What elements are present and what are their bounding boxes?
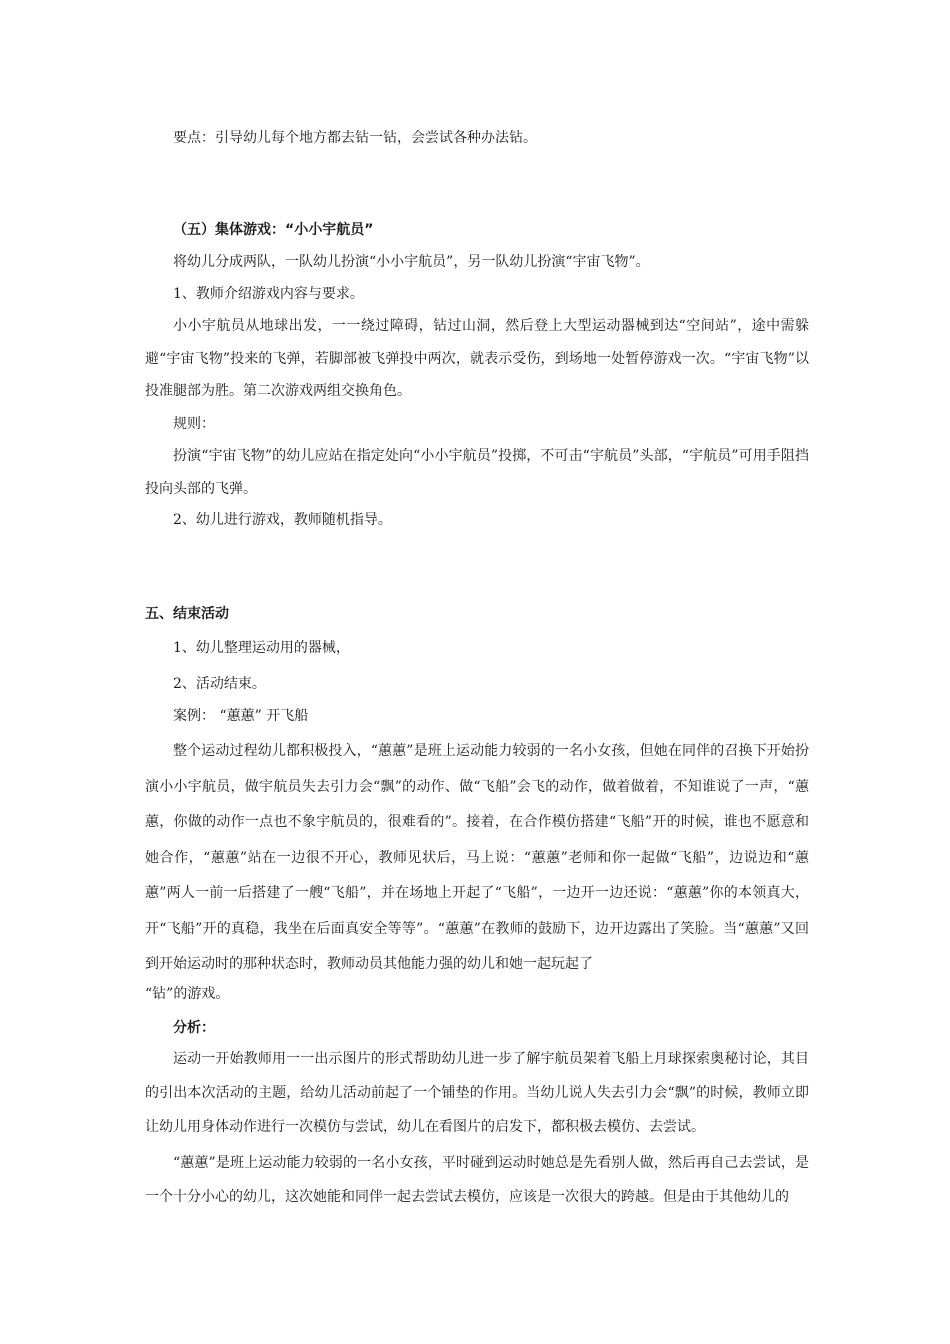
analysis-paragraph-2: “蕙蕙”是班上运动能力较弱的一名小女孩，平时碰到运动时她总是先看别人做，然后再自己去尝试，是一个十分小心的幼儿，这次她能和同伴一起去尝试去模仿，应该是一次很大的跨越。但是由于其他幼儿的 bbox=[145, 1155, 809, 1205]
game-intro: 将幼儿分成两队，一队幼儿扮演“小小宇航员”，另一队幼儿扮演“宇宙飞物”。 bbox=[173, 254, 650, 270]
rules-text: 扮演“宇宙飞物”的幼儿应站在指定处向“小小宇航员”投掷，不可击“宇航员”头部，“宇航员”可用手阻挡投向头部的飞弹。 bbox=[145, 448, 809, 497]
analysis-paragraph-1: 运动一开始教师用一一出示图片的形式帮助幼儿进一步了解宇航员架着飞船上月球探索奥秘讨论，其目的引出本次活动的主题，给幼儿活动前起了一个铺垫的作用。当幼儿说人失去引力会“飘”的时候，教师立即让幼儿用身体动作进行一次模仿与尝试，幼儿在看图片的启发下，都积极去模仿、去尝试。 bbox=[145, 1051, 809, 1135]
end-heading: 五、结束活动 bbox=[145, 606, 229, 622]
case-title: 案例： “蕙蕙” 开飞船 bbox=[173, 708, 309, 724]
game-step-1: 1、教师介绍游戏内容与要求。 bbox=[173, 286, 364, 302]
game-heading: （五）集体游戏：“小小宇航员” bbox=[173, 222, 374, 238]
end-step-2: 2、活动结束。 bbox=[173, 676, 266, 692]
rules-label: 规则： bbox=[173, 416, 215, 432]
analysis-label: 分析： bbox=[173, 1020, 215, 1036]
keypoint-line: 要点：引导幼儿每个地方都去钻一钻，会尝试各种办法钻。 bbox=[173, 130, 537, 146]
game-step-2: 2、幼儿进行游戏，教师随机指导。 bbox=[173, 512, 392, 528]
end-step-1: 1、幼儿整理运动用的器械， bbox=[173, 640, 350, 656]
game-description: 小小宇航员从地球出发，一一绕过障碍，钻过山洞，然后登上大型运动器械到达“空间站”，途中需躲避“宇宙飞物”投来的飞弹，若脚部被飞弹投中两次，就表示受伤，到场地一处暂停游戏一次。“宇宙飞物”以投准腿部为胜。第二次游戏两组交换角色。 bbox=[145, 318, 809, 400]
case-text: 整个运动过程幼儿都积极投入，“蕙蕙”是班上运动能力较弱的一名小女孩，但她在同伴的召换下开始扮演小小宇航员，做宇航员失去引力会“飘”的动作、做“飞船”会飞的动作，做着做着，不知谁说了一声，“蕙蕙，你做的动作一点也不象宇航员的，很难看的”。接着，在合作模仿搭建“飞船”开的时候，谁也不愿意和她合作，“蕙蕙”站在一边很不开心，教师见状后，马上说：“蕙蕙”老师和你一起做“飞船”，边说边和“蕙蕙”两人一前一后搭建了一艘“飞船”，并在场地上开起了“飞船”，一边开一边还说：“蕙蕙”你的本领真大，开“飞船”开的真稳，我坐在后面真安全等等”。“蕙蕙”在教师的鼓励下，边开边露出了笑脸。当“蕙蕙”又回到开始运动时的那种状态时，教师动员其他能力强的幼儿和她一起玩起了 bbox=[145, 743, 809, 972]
case-text-end: “钻”的游戏。 bbox=[145, 986, 230, 1002]
